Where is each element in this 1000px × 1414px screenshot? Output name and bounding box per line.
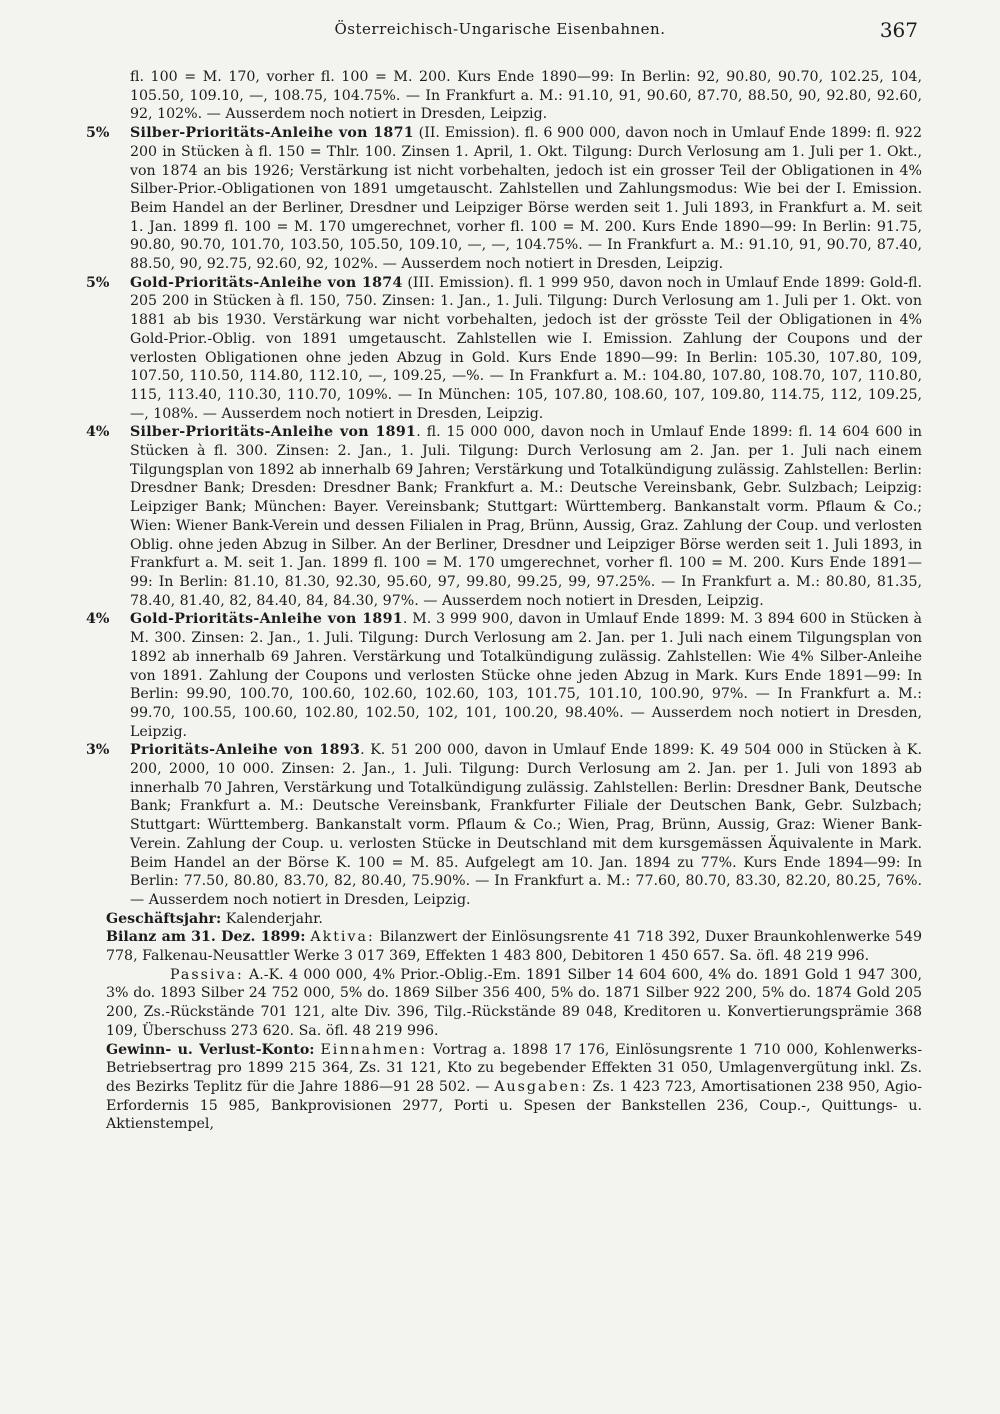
loan-title: Silber-Prioritäts-Anleihe von 1891 (130, 424, 417, 441)
interest-rate: 4% (86, 424, 110, 441)
balance-sheet-entry (106, 928, 922, 1040)
liabilities-label: Passiva: (170, 966, 244, 983)
interest-rate: 3% (86, 742, 110, 759)
loan-entry (86, 124, 922, 274)
loan-body: (III. Emission). fl. 1 999 950, davon noch in Umlauf Ende 1899: Gold-fl. 205 200 in Stücken à fl. 150, 750. Zinsen: 1. Jan., 1. Juli. Tilgung: Durch Verlosung am 1. Juli per 1. Okt. von 1881 ab bis 1930. Verstärkung war nicht vorbehalten, jedoch ist der grösste Teil der Obligationen in 4% Gold-Prior.-Oblig. von 1891 umgetauscht. Zahlstellen wie I. Emission. Zahlung der Coupons und der verlosten Obligationen ohne jeden Abzug in Gold. Kurs Ende 1890—99: In Berlin: 105.30, 107.80, 109, 107.50, 110.50, 114.80, 112.10, —, 109.25, —%. — In Frankfurt a. M.: 104.80, 107.80, 108.70, 107, 110.80, 115, 113.40, 110.30, 110.70, 109%. — In München: 105, 107.80, 108.60, 107, 109.80, 114.75, 112, 109.25, —, 108%. — Ausserdem noch notiert in Dresden, Leipzig. (130, 274, 922, 422)
balance-assets (106, 928, 922, 965)
liabilities-text: A.-K. 4 000 000, 4% Prior.-Oblig.-Em. 1891 Silber 14 604 600, 4% do. 1891 Gold 1 947 300, 3% do. 1893 Silber 24 752 000, 5% do. 1869 Silber 356 400, 5% do. 1871 Silber 922 200, 5% do. 1874 Gold 205 200, Zs.-Rückstände 701 121, alte Div. 396, Tilg.-Rückstände 89 048, Kreditoren u. Konvertierungsprämie 368 109, Überschuss 273 620. Sa. öfl. 48 219 996. (106, 966, 922, 1039)
assets-label: Aktiva: (310, 929, 375, 946)
loan-entry (86, 741, 922, 909)
loan-entry (86, 423, 922, 610)
expenses-label: Ausgaben: (494, 1078, 588, 1095)
balance-liabilities (106, 966, 922, 1041)
loan-title: Gold-Prioritäts-Anleihe von 1874 (130, 274, 403, 291)
expenses-text: Zs. 1 423 723, Amortisationen 238 950, Agio-Erfordernis 15 985, Bankprovisionen 2977, Porti u. Spesen der Bankstellen 236, Coup.-, Quittungs- u. Aktienstempel, (106, 1078, 922, 1133)
balance-label: Bilanz am 31. Dez. 1899: (106, 929, 306, 946)
assets-text: Bilanzwert der Einlösungsrente 41 718 392, Duxer Braunkohlenwerke 549 778, Falkenau-Neusattler Werke 3 017 369, Effekten 1 483 800, Debitoren 1 450 657. Sa. öfl. 48 219 996. (106, 929, 923, 965)
loan-body: . M. 3 999 900, davon in Umlauf Ende 1899: M. 3 894 600 in Stücken à M. 300. Zinsen: 2. Jan., 1. Juli. Tilgung: Durch Verlosung am 2. Jan. per 1. Juli nach einem Tilgungsplan von 1892 ab innerhalb 69 Jahren. Verstärkung und Totalkündigung zulässig. Zahlstellen: Wie 4% Silber-Anleihe von 1891. Zahlung der Coupons und verlosten Stücke ohne jeden Abzug in Mark. Kurs Ende 1891—99: In Berlin: 99.90, 100.70, 100.60, 102.60, 102.60, 103, 101.75, 101.10, 100.90, 97%. — In Frankfurt a. M.: 99.70, 100.55, 100.60, 102.80, 102.50, 102, 101, 100.20, 98.40%. — Ausserdem noch notiert in Dresden, Leipzig. (130, 611, 922, 740)
loan-entry (86, 610, 922, 741)
loan-body: . K. 51 200 000, davon in Umlauf Ende 1899: K. 49 504 000 in Stücken à K. 200, 2000, 10 000. Zinsen: 2. Jan., 1. Juli. Tilgung: Durch Verlosung am 2. Jan. per 1. Juli von 1893 ab innerhalb 70 Jahren, Verstärkung und Totalkündigung zulässig. Zahlstellen: Berlin: Dresdner Bank, Deutsche Bank; Frankfurt a. M.: Deutsche Vereinsbank, Frankfurter Filiale der Deutschen Bank, Gebr. Sulzbach; Stuttgart: Württemberg. Bankanstalt vorm. Pflaum & Co.; Wien, Prag, Brünn, Aussig, Graz: Wiener Bank-Verein. Zahlung der Coup. u. verlosten Stücke in Deutschland mit dem kursgemässen Äquivalente in Mark. Beim Handel an der Börse K. 100 = M. 85. Aufgelegt am 10. Jan. 1894 zu 77%. Kurs Ende 1894—99: In Berlin: 77.50, 80.80, 83.70, 82, 80.40, 75.90%. — In Frankfurt a. M.: 77.60, 80.70, 83.30, 82.20, 80.25, 76%. — Ausserdem noch notiert in Dresden, Leipzig. (130, 742, 922, 908)
profit-loss-label: Gewinn- u. Verlust-Konto: (106, 1041, 315, 1058)
loan-title: Gold-Prioritäts-Anleihe von 1891 (130, 611, 403, 628)
interest-rate: 4% (86, 611, 110, 628)
profit-loss-entry (106, 1041, 922, 1135)
page-content (86, 68, 923, 1134)
fiscal-year-entry (106, 910, 922, 929)
page-number: 367 (879, 18, 918, 42)
income-text: Vortrag a. 1898 17 176, Einlösungsrente 1 710 000, Kohlenwerks-Betriebsertrag pro 1899 215 364, Zs. 31 121, Kto zu begebender Effekten 31 050, Umlagenvergütung inkl. Zs. des Bezirks Teplitz für die Jahre 1886—91 28 502. — (106, 1041, 922, 1095)
running-head: Österreichisch-Ungarische Eisenbahnen. (334, 20, 666, 38)
interest-rate: 5% (86, 125, 110, 142)
page-header (0, 18, 1000, 46)
loan-body: . fl. 15 000 000, davon noch in Umlauf Ende 1899: fl. 14 604 600 in Stücken à fl. 300. Zinsen: 2. Jan., 1. Juli. Tilgung: Durch Verlosung am 2. Jan. per 1. Juli nach einem Tilgungsplan von 1892 ab innerhalb 69 Jahren; Verstärkung und Totalkündigung zulässig. Zahlstellen: Berlin: Dresdner Bank; Dresden: Dresdner Bank; Frankfurt a. M.: Deutsche Vereinsbank, Gebr. Sulzbach; Leipzig: Leipziger Bank; München: Bayer. Vereinsbank; Stuttgart: Württemberg. Bankanstalt vorm. Pflaum & Co.; Wien: Wiener Bank-Verein und dessen Filialen in Prag, Brünn, Aussig, Graz. Zahlung der Coup. und verlosten Oblig. ohne jeden Abzug in Silber. An der Berliner, Dresdner und Leipziger Börse werden seit 1. Juli 1893, in Frankfurt a. M. seit 1. Jan. 1899 fl. 100 = M. 170 umgerechnet, vorher fl. 100 = M. 200. Kurs Ende 1891—99: In Berlin: 81.10, 81.30, 92.30, 95.60, 97, 99.80, 99.25, 99, 97.25%. — In Frankfurt a. M.: 80.80, 81.35, 78.40, 81.40, 82, 84.40, 84, 84.30, 97%. — Ausserdem noch notiert in Dresden, Leipzig. (130, 424, 922, 609)
loan-body: (II. Emission). fl. 6 900 000, davon noch in Umlauf Ende 1899: fl. 922 200 in Stücken à fl. 150 = Thlr. 100. Zinsen 1. April, 1. Okt. Tilgung: Durch Verlosung am 1. Juli per 1. Okt., von 1874 an bis 1926; Verstärkung ist nicht vorbehalten, jedoch ist ein grosser Teil der Obligationen in 4% Silber-Prior.-Obligationen von 1891 umgetauscht. Zahlstellen und Zahlungsmodus: Wie bei der I. Emission. Beim Handel an der Berliner, Dresdner und Leipziger Börse werden seit 1. Juli 1893, in Frankfurt a. M. seit 1. Jan. 1899 fl. 100 = M. 170 umgerechnet, vorher fl. 100 = M. 200. Kurs Ende 1890—99: In Berlin: 91.75, 90.80, 90.70, 101.70, 103.50, 105.50, 109.10, —, —, 104.75%. — In Frankfurt a. M.: 91.10, 91, 90.70, 87.40, 88.50, 90, 92.75, 92.60, 92, 102%. — Ausserdem noch notiert in Dresden, Leipzig. (130, 125, 922, 273)
loan-title: Prioritäts-Anleihe von 1893 (130, 742, 361, 759)
income-label: Einnahmen: (320, 1041, 427, 1058)
continuation-paragraph: fl. 100 = M. 170, vorher fl. 100 = M. 200. Kurs Ende 1890—99: In Berlin: 92, 90.80, 90.70, 102.25, 104, 105.50, 109.10, —, 108.75, 104.75%. — In Frankfurt a. M.: 91.10, 91, 90.60, 87.70, 88.50, 90, 92.80, 92.60, 92, 102%. — Ausserdem noch notiert in Dresden, Leipzig. (130, 69, 922, 123)
loan-title: Silber-Prioritäts-Anleihe von 1871 (130, 125, 414, 142)
loan-entry (86, 274, 922, 424)
fiscal-year-label: Geschäftsjahr: (106, 910, 222, 927)
interest-rate: 5% (86, 274, 110, 291)
fiscal-year-text: Kalenderjahr. (221, 910, 323, 927)
